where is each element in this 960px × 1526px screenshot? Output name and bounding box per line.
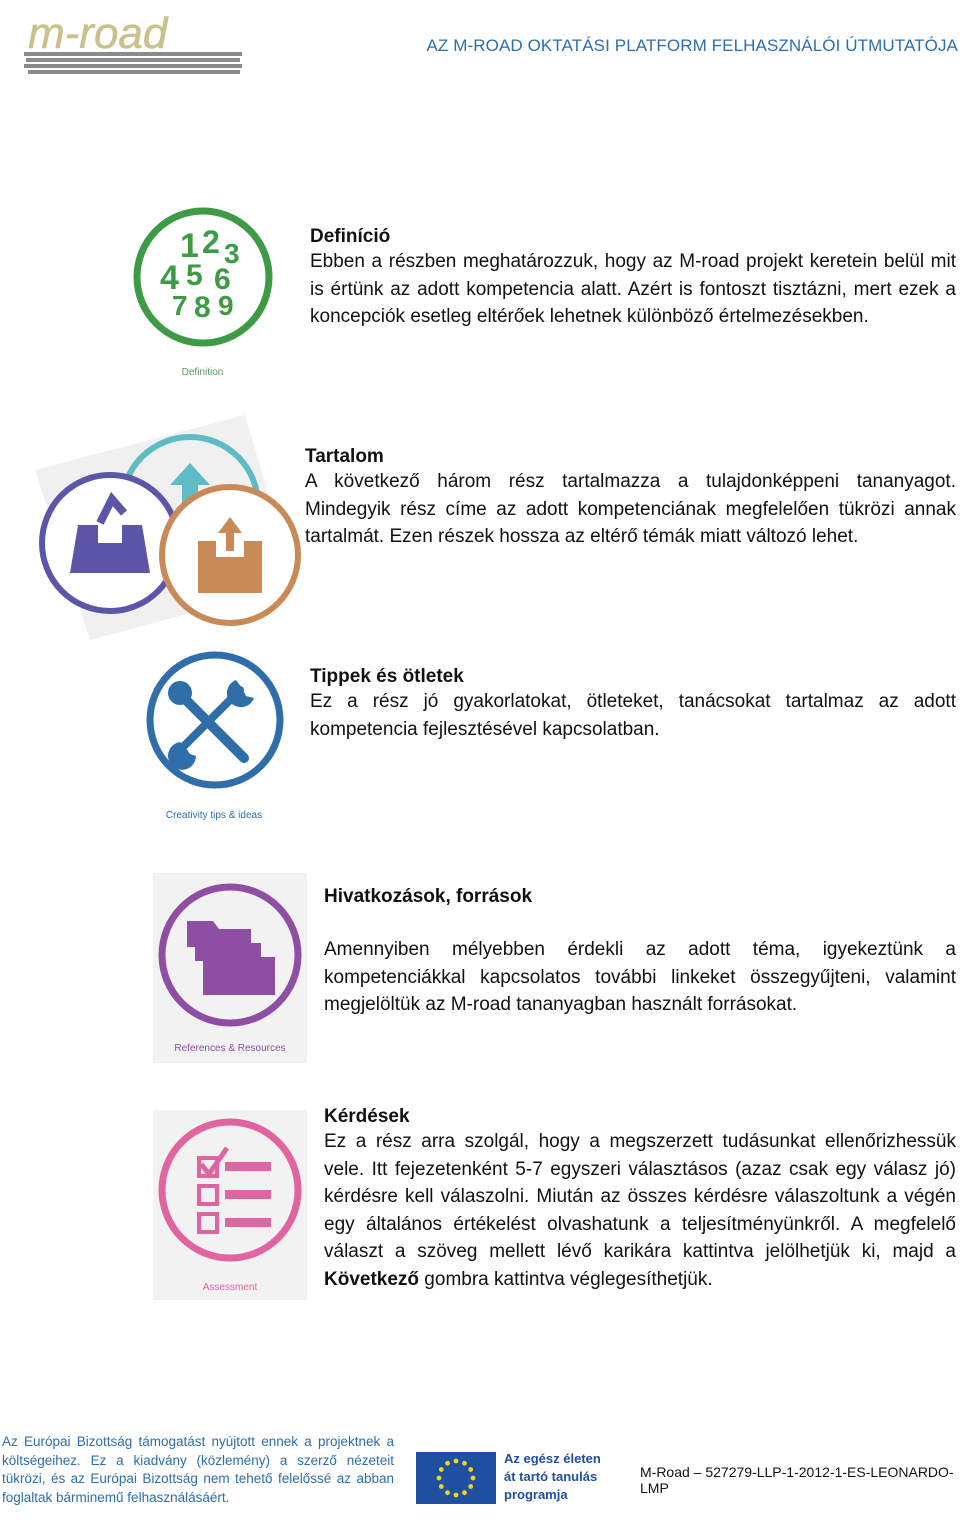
content-section	[305, 446, 956, 551]
questions-body	[324, 1128, 956, 1293]
next-button-name: Következő	[324, 1268, 420, 1290]
svg-text:6: 6	[214, 263, 231, 296]
references-caption: References & Resources	[174, 1043, 286, 1054]
questions-caption: Assessment	[202, 1282, 258, 1293]
svg-text:7: 7	[172, 290, 188, 321]
tips-title: Tippek és ötletek	[310, 666, 464, 687]
content-tray-icon	[30, 415, 305, 645]
folders-icon	[153, 873, 307, 1063]
svg-text:1: 1	[180, 227, 199, 265]
svg-text:9: 9	[218, 290, 234, 321]
tips-body: Ez a rész jó gyakorlatokat, ötleteket, tanácsokat tartalmaz az adott kompetencia fejlesztésével kapcsolatban.	[310, 691, 956, 740]
definition-body: Ebben a részben meghatározzuk, hogy az M-road projekt keretein belül mit is értünk az adott kompetencia alatt. Azért is fontoszt tisztázni, mert ezek a koncepciók esetleg eltérőek lehetnek különböző értelmezésekben.	[310, 251, 956, 327]
m-road-logo	[22, 4, 252, 84]
svg-text:5: 5	[186, 259, 203, 292]
svg-text:8: 8	[194, 291, 211, 324]
eu-flag-icon	[416, 1452, 496, 1504]
questions-body-text: Ez a rész arra szolgál, hogy a megszerzett tudásunkat ellenőrizhessük vele. Itt fejezetenként 5-7 egyszeri választásos (azaz csak egy válasz jó) kérdésre kell válaszolni. Miután az összes kérdésre válaszoltunk a végén egy általános értékelést olvashatunk a teljesítményünkről. A megfelelő választ a szöveg mellett lévő karikára kattintva jelölhetjük ki, majd a	[324, 1131, 956, 1262]
eu-llp-logo	[416, 1450, 606, 1506]
definition-section	[310, 226, 956, 331]
project-code: M-Road – 527279-LLP-1-2012-1-ES-LEONARDO-LMP	[640, 1464, 954, 1496]
llp-text-line-3: programja	[504, 1487, 568, 1502]
definition-title: Definíció	[310, 226, 391, 247]
references-section	[324, 886, 956, 1019]
page-header-title: AZ M-ROAD OKTATÁSI PLATFORM FELHASZNÁLÓI ÚTMUTATÓJA	[426, 36, 958, 55]
svg-text:4: 4	[160, 259, 179, 297]
checklist-icon	[153, 1110, 307, 1300]
svg-text:3: 3	[224, 238, 240, 269]
tips-section	[310, 666, 956, 743]
tools-icon	[140, 648, 290, 830]
definition-caption: Definition	[181, 367, 224, 378]
footer-disclaimer: Az Európai Bizottság támogatást nyújtott ennek a projektnek a költségeihez. Ez a kiadvány (közlemény) a szerző nézeteit tükrözi, és az Európai Bizottság nem tehető felelőssé az abban foglaltak bárminemű felhasználásáért.	[2, 1434, 394, 1505]
references-body: Amennyiben mélyebben érdekli az adott téma, igyekeztünk a kompetenciákkal kapcsolatos további linkeket összegyűjteni, valamint megjelöltük az M-road tananyagban használt forrásokat.	[324, 939, 956, 1015]
llp-text-line-1: Az egész életen	[504, 1451, 601, 1466]
svg-text:2: 2	[202, 224, 220, 260]
content-title: Tartalom	[305, 446, 384, 467]
questions-section	[324, 1106, 956, 1293]
questions-body-end: gombra kattintva véglegesíthetjük.	[419, 1268, 713, 1290]
definition-icon	[130, 205, 280, 385]
content-body: A következő három rész tartalmazza a tulajdonképpeni tananyagot. Mindegyik rész címe az adott kompetenciának megfelelően tükrözi annak tartalmát. Ezen részek hossza az eltérő témák miatt változó lehet.	[305, 471, 956, 547]
tips-caption: Creativity tips & ideas	[165, 810, 263, 821]
llp-text-line-2: át tartó tanulás	[504, 1469, 598, 1484]
logo-text: m-road	[28, 9, 168, 58]
questions-title: Kérdések	[324, 1106, 410, 1127]
references-title: Hivatkozások, források	[324, 886, 533, 907]
